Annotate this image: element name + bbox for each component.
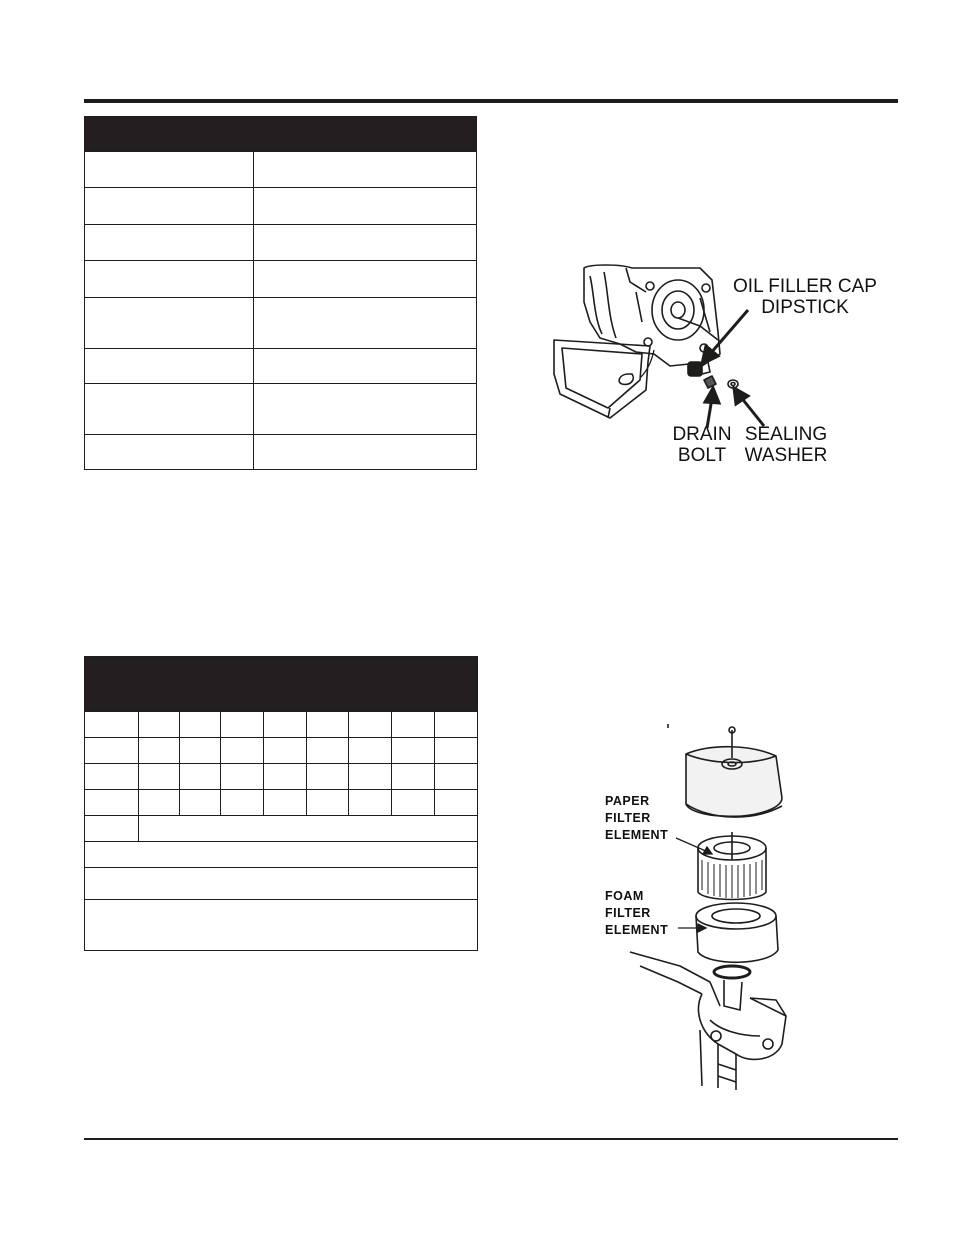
maintenance-table-header: [85, 657, 478, 712]
drain-bolt-label: DRAIN BOLT: [672, 424, 732, 466]
table-row: [85, 764, 478, 790]
table-row: [85, 384, 477, 435]
paper-filter-element-label: PAPER FILTER ELEMENT: [605, 794, 669, 842]
table-row: [85, 349, 477, 384]
foam-filter-element-label: FOAM FILTER ELEMENT: [605, 889, 669, 937]
table-row: [85, 188, 477, 225]
table-row: [85, 261, 477, 298]
table-row: [85, 842, 478, 868]
header-rule: [84, 99, 898, 103]
spec-table: [84, 116, 477, 470]
spec-table-header: [85, 117, 477, 152]
footer-rule: [84, 1138, 898, 1140]
maintenance-table: [84, 656, 478, 951]
sealing-washer-label: SEALING WASHER: [744, 424, 828, 466]
table-row: [85, 738, 478, 764]
table-row: [85, 225, 477, 261]
spec-table-header-cell: [85, 117, 477, 152]
table-row: [85, 816, 478, 842]
table-row: [85, 790, 478, 816]
table-row: [85, 900, 478, 951]
table-row: [85, 712, 478, 738]
oil-filler-cap-label: OIL FILLER CAP DIPSTICK: [733, 276, 877, 318]
table-row: [85, 152, 477, 188]
table-row: [85, 298, 477, 349]
table-row: [85, 868, 478, 900]
table-row: [85, 435, 477, 470]
